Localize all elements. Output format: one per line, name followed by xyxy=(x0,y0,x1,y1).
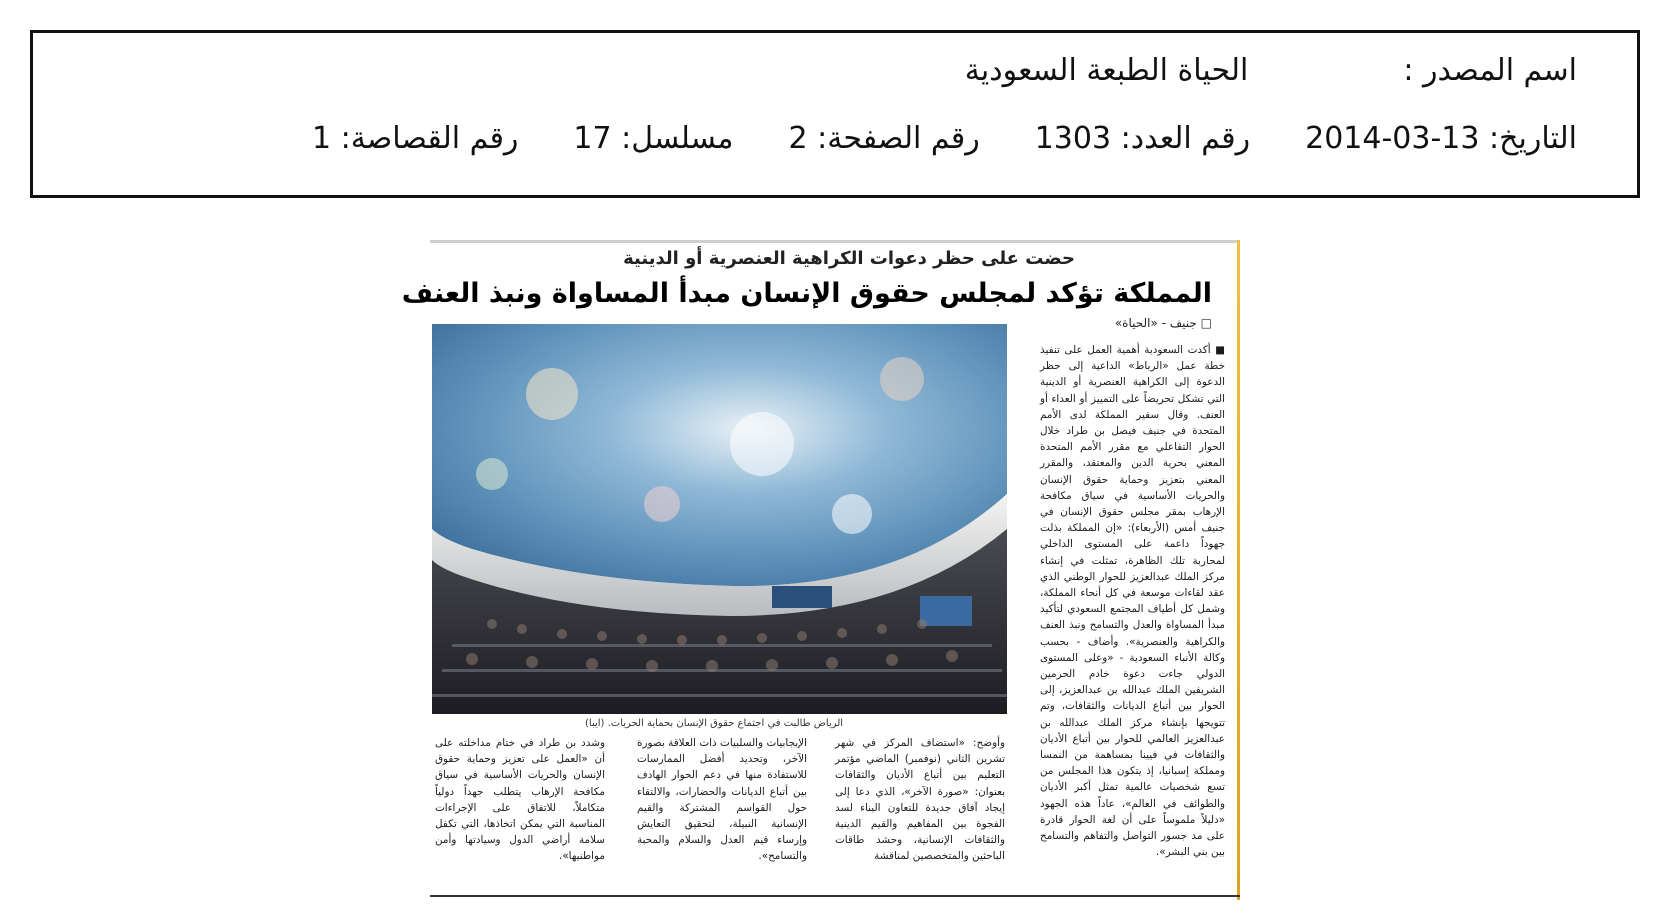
column-text: وشدد بن طراد في ختام مداخلته على أن «العمل على تعزيز وحماية حقوق الإنسان والحريات الأساسية في سياق مكافحة الإرهاب يتطلب جهداً دولياً متكاملاً، للاتفاق على الإجراءات المناسبة التي يمكن اتخاذها، التي تكفل سلامة أراضي الدول وسيادتها وأمن مواطنيها». xyxy=(435,737,605,863)
source-row xyxy=(965,53,1577,88)
date-value: 2014-03-13 xyxy=(1305,121,1480,156)
page-value: 2 xyxy=(788,121,808,156)
date-label: التاريخ: xyxy=(1489,121,1577,156)
newspaper-clipping xyxy=(401,240,1240,900)
clip-field xyxy=(312,121,518,156)
photo-caption: الرياض طالبت في اجتماع حقوق الإنسان بحماية الحريات. (ايبا) xyxy=(585,718,844,729)
clip-label: رقم القصاصة: xyxy=(340,121,519,156)
issue-field xyxy=(1035,121,1250,156)
source-info-box xyxy=(30,30,1640,198)
article-column-bottom-3 xyxy=(435,735,605,865)
source-label: اسم المصدر : xyxy=(1403,53,1577,88)
top-rule xyxy=(430,240,1240,243)
serial-field xyxy=(573,121,733,156)
article-column-right xyxy=(1040,342,1225,861)
issue-value: 1303 xyxy=(1034,121,1112,156)
source-value: الحياة الطبعة السعودية xyxy=(964,53,1249,88)
issue-label: رقم العدد: xyxy=(1120,121,1251,156)
page-field xyxy=(789,121,980,156)
meta-row xyxy=(312,121,1577,156)
article-kicker: حضت على حظر دعوات الكراهية العنصرية أو الدينية xyxy=(623,248,1075,269)
column-text: ■ أكدت السعودية أهمية العمل على تنفيذ خطة عمل «الرباط» الداعية إلى حظر الدعوة إلى الكراهية العنصرية أو الدينية التي تشكل تحريضاً على التمييز أو العداء أو العنف. وقال سفير المملكة لدى الأمم المتحدة في جنيف فيصل بن طراد خلال الحوار التفاعلي مع مقرر الأمم المتحدة المعني بحرية الدين والمعتقد، والمقرر المعني بتعزيز وحماية حقوق الإنسان والحريات الأساسية في سياق مكافحة الإرهاب بمقر مجلس حقوق الإنسان في جنيف أمس (الأربعاء): «إن المملكة بذلت جهوداً داعمة على المستوى الداخلي لمحاربة تلك الظاهرة، تمثلت في إنشاء مركز الملك عبدالعزيز للحوار الوطني الذي عقد لقاءات موسعة في كل أنحاء المملكة، وشمل كل أطياف المجتمع السعودي لتأكيد مبدأ المساواة والعدل والتسامح ونبذ العنف والكراهية والعنصرية». وأضاف - بحسب وكالة الأنباء السعودية - «وعلى المستوى الدولي جاءت دعوة خادم الحرمين الشريفين الملك عبدالله بن عبدالعزيز، إلى الحوار بين أتباع الديانات والثقافات، وتم تتويجها بإنشاء مركز الملك عبدالله بن عبدالعزيز العالمي للحوار بين أتباع الأديان والثقافات في فيينا بمساهمة من النمسا ومملكة إسبانيا، إذ يتكون هذا المجلس من تسع شخصيات عالمية تمثل أكبر الأديان والطوائف في العالم»، عاداً هذه الجهود «دليلاً ملموساً على أن لغة الحوار قادرة على مد جسور التواصل والتفاهم والتسامح بين بني البشر». xyxy=(1040,344,1225,859)
page-label: رقم الصفحة: xyxy=(817,121,980,156)
clip-value: 1 xyxy=(311,121,332,156)
article-photo xyxy=(432,324,1007,714)
column-text: الإيجابيات والسلبيات ذات العلاقة بصورة الآخر، وتحديد أفضل الممارسات للاستفادة منها في دعم الحوار الهادف بين أتباع الديانات والحضارات، والالتقاء حول القواسم المشتركة والقيم الإنسانية النبيلة، لتحقيق التعايش وإرساء قيم العدل والسلام والمحبة والتسامح». xyxy=(637,737,807,863)
article-dateline: □ جنيف - «الحياة» xyxy=(1114,316,1212,330)
date-field xyxy=(1305,121,1577,156)
council-chamber-image xyxy=(432,324,1007,714)
article-headline: المملكة تؤكد لمجلس حقوق الإنسان مبدأ المساواة ونبذ العنف xyxy=(401,278,1212,309)
serial-value: 17 xyxy=(573,121,612,156)
article-column-bottom-2 xyxy=(637,735,807,865)
column-text: وأوضح: «استضاف المركز في شهر تشرين الثاني (نوفمبر) الماضي مؤتمر التعليم بين أتباع الأديان والثقافات بعنوان: «صورة الآخر»، الذي دعا إلى إيجاد آفاق جديدة للتعاون البناء لسد الفجوة بين المفاهيم والقيم الدينية والثقافات الإنسانية، وحشد طاقات الباحثين والمتخصصين لمناقشة xyxy=(835,737,1005,863)
article-column-bottom-1 xyxy=(835,735,1005,865)
serial-label: مسلسل: xyxy=(621,121,734,156)
bottom-rule xyxy=(430,895,1240,897)
side-rule xyxy=(1237,240,1240,900)
